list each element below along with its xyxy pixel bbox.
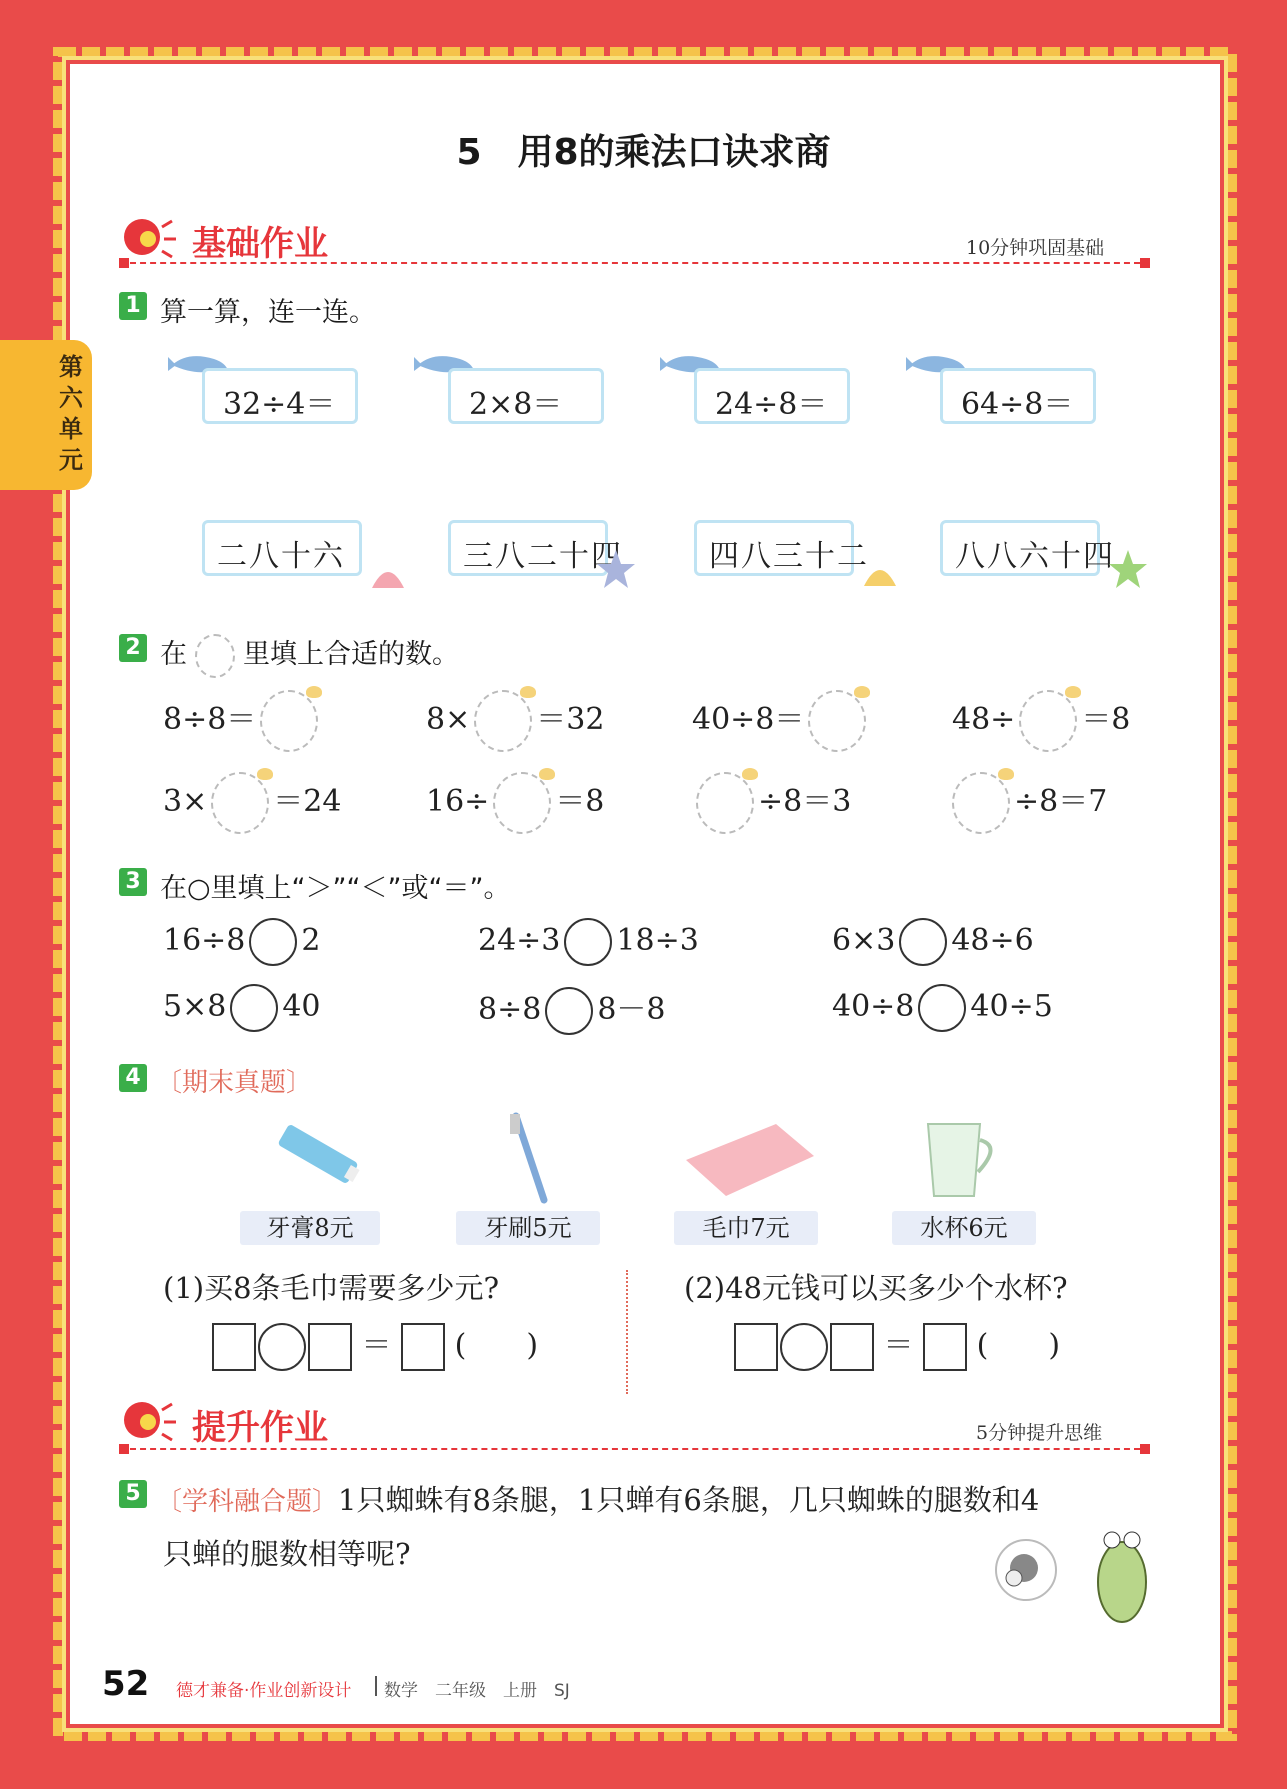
starfish-icon [1108, 548, 1148, 592]
q3-number: 3 [119, 868, 147, 896]
compare-circle[interactable] [899, 918, 947, 966]
answer-square[interactable] [401, 1323, 445, 1371]
operator-circle[interactable] [258, 1323, 306, 1371]
q1-rhyme-1: 二八十六 [202, 520, 362, 576]
starfish-icon [596, 548, 636, 592]
footer-info: 数学 二年级 上册 SJ [384, 1681, 570, 1701]
q1-expr-1: 32÷4＝ [202, 368, 358, 424]
answer-blank[interactable] [474, 690, 532, 752]
q2-item-4: 48÷ ＝8 [952, 690, 1130, 752]
answer-square[interactable] [923, 1323, 967, 1371]
price-towel: 毛巾7元 [674, 1211, 818, 1245]
answer-blank[interactable] [1019, 690, 1077, 752]
q2-item-6: 16÷ ＝8 [426, 772, 604, 834]
toothpaste-icon [268, 1114, 368, 1194]
q3-item-6: 40÷8 40÷5 [832, 984, 1053, 1032]
q2-item-7: ÷8＝3 [692, 772, 851, 834]
dash-end-right [1140, 258, 1150, 268]
footer-separator [375, 1676, 377, 1696]
advanced-section-title: 提升作业 [192, 1408, 328, 1448]
lightbulb-icon [118, 213, 178, 263]
q3-item-4: 5×8 40 [163, 984, 321, 1032]
q4-equation-1: ＝ ( ) [212, 1320, 538, 1371]
q2-item-2: 8× ＝32 [426, 690, 604, 752]
q4-sub2: (2)48元钱可以买多少个水杯? [684, 1271, 1068, 1305]
footer-brand: 德才兼备·作业创新设计 [176, 1681, 352, 1701]
compare-circle[interactable] [249, 918, 297, 966]
q2-item-1: 8÷8＝ [163, 690, 322, 752]
q3-item-2: 24÷3 18÷3 [478, 918, 699, 966]
basic-section-title: 基础作业 [192, 224, 328, 264]
water-cup-icon [916, 1116, 1006, 1206]
q1-expr-4: 64÷8＝ [940, 368, 1096, 424]
answer-blank[interactable] [260, 690, 318, 752]
blank-circle-sample [195, 634, 235, 678]
advanced-divider [130, 1448, 1140, 1450]
q1-instruction: 算一算，连一连。 [160, 297, 376, 328]
q1-expr-3: 24÷8＝ [694, 368, 850, 424]
page-number: 52 [102, 1664, 150, 1704]
compare-circle[interactable] [564, 918, 612, 966]
basic-divider [130, 262, 1140, 264]
basic-section-note: 10分钟巩固基础 [966, 237, 1105, 259]
q2-number: 2 [119, 634, 147, 662]
q2-item-8: ÷8＝7 [948, 772, 1107, 834]
q1-rhyme-3: 四八三十二 [694, 520, 854, 576]
q4-equation-2: ＝ ( ) [734, 1320, 1060, 1371]
q4-number: 4 [119, 1064, 147, 1092]
answer-blank[interactable] [211, 772, 269, 834]
answer-square[interactable] [212, 1323, 256, 1371]
answer-square[interactable] [308, 1323, 352, 1371]
q4-tag: 〔期末真题〕 [156, 1068, 313, 1098]
price-cup: 水杯6元 [892, 1211, 1036, 1245]
price-toothbrush: 牙刷5元 [456, 1211, 600, 1245]
q5-number: 5 [119, 1480, 147, 1508]
unit-tab-label: 第六单元 [59, 353, 83, 474]
q3-instruction: 在○里填上“＞”“＜”或“＝”。 [160, 873, 511, 904]
compare-circle[interactable] [545, 987, 593, 1035]
dash-end-left [119, 258, 129, 268]
q1-rhyme-2: 三八二十四 [448, 520, 608, 576]
q4-sub1: (1)买8条毛巾需要多少元? [163, 1271, 500, 1305]
operator-circle[interactable] [780, 1323, 828, 1371]
seashell-icon [368, 554, 408, 594]
q5-line2: 只蝉的腿数相等呢? [163, 1537, 411, 1571]
q3-item-5: 8÷8 8－8 [478, 984, 666, 1035]
answer-square[interactable] [734, 1323, 778, 1371]
q5-line1: 〔学科融合题〕1只蜘蛛有8条腿，1只蝉有6条腿，几只蜘蛛的腿数和4 [156, 1483, 1040, 1517]
q1-number: 1 [119, 292, 147, 320]
toothbrush-icon [500, 1112, 560, 1204]
q2-instruction: 在 里填上合适的数。 [160, 632, 459, 678]
lesson-title: 5 用8的乘法口诀求商 [456, 132, 831, 173]
q3-item-3: 6×3 48÷6 [832, 918, 1034, 966]
seashell-icon [860, 552, 900, 592]
cicada-icon [1088, 1520, 1158, 1630]
q4-divider [626, 1270, 628, 1394]
answer-blank[interactable] [952, 772, 1010, 834]
dash-end-left [119, 1444, 129, 1454]
q2-item-3: 40÷8＝ [692, 690, 870, 752]
answer-square[interactable] [830, 1323, 874, 1371]
lightbulb-icon [118, 1396, 178, 1446]
dash-end-right [1140, 1444, 1150, 1454]
answer-blank[interactable] [808, 690, 866, 752]
q3-item-1: 16÷8 2 [163, 918, 321, 966]
q2-item-5: 3× ＝24 [163, 772, 341, 834]
spider-icon [976, 1534, 1076, 1604]
compare-circle[interactable] [230, 984, 278, 1032]
advanced-section-note: 5分钟提升思维 [976, 1422, 1103, 1444]
q1-rhyme-4: 八八六十四 [940, 520, 1100, 576]
compare-circle[interactable] [918, 984, 966, 1032]
q1-expr-2: 2×8＝ [448, 368, 604, 424]
price-toothpaste: 牙膏8元 [240, 1211, 380, 1245]
answer-blank[interactable] [493, 772, 551, 834]
answer-blank[interactable] [696, 772, 754, 834]
towel-icon [680, 1120, 820, 1200]
